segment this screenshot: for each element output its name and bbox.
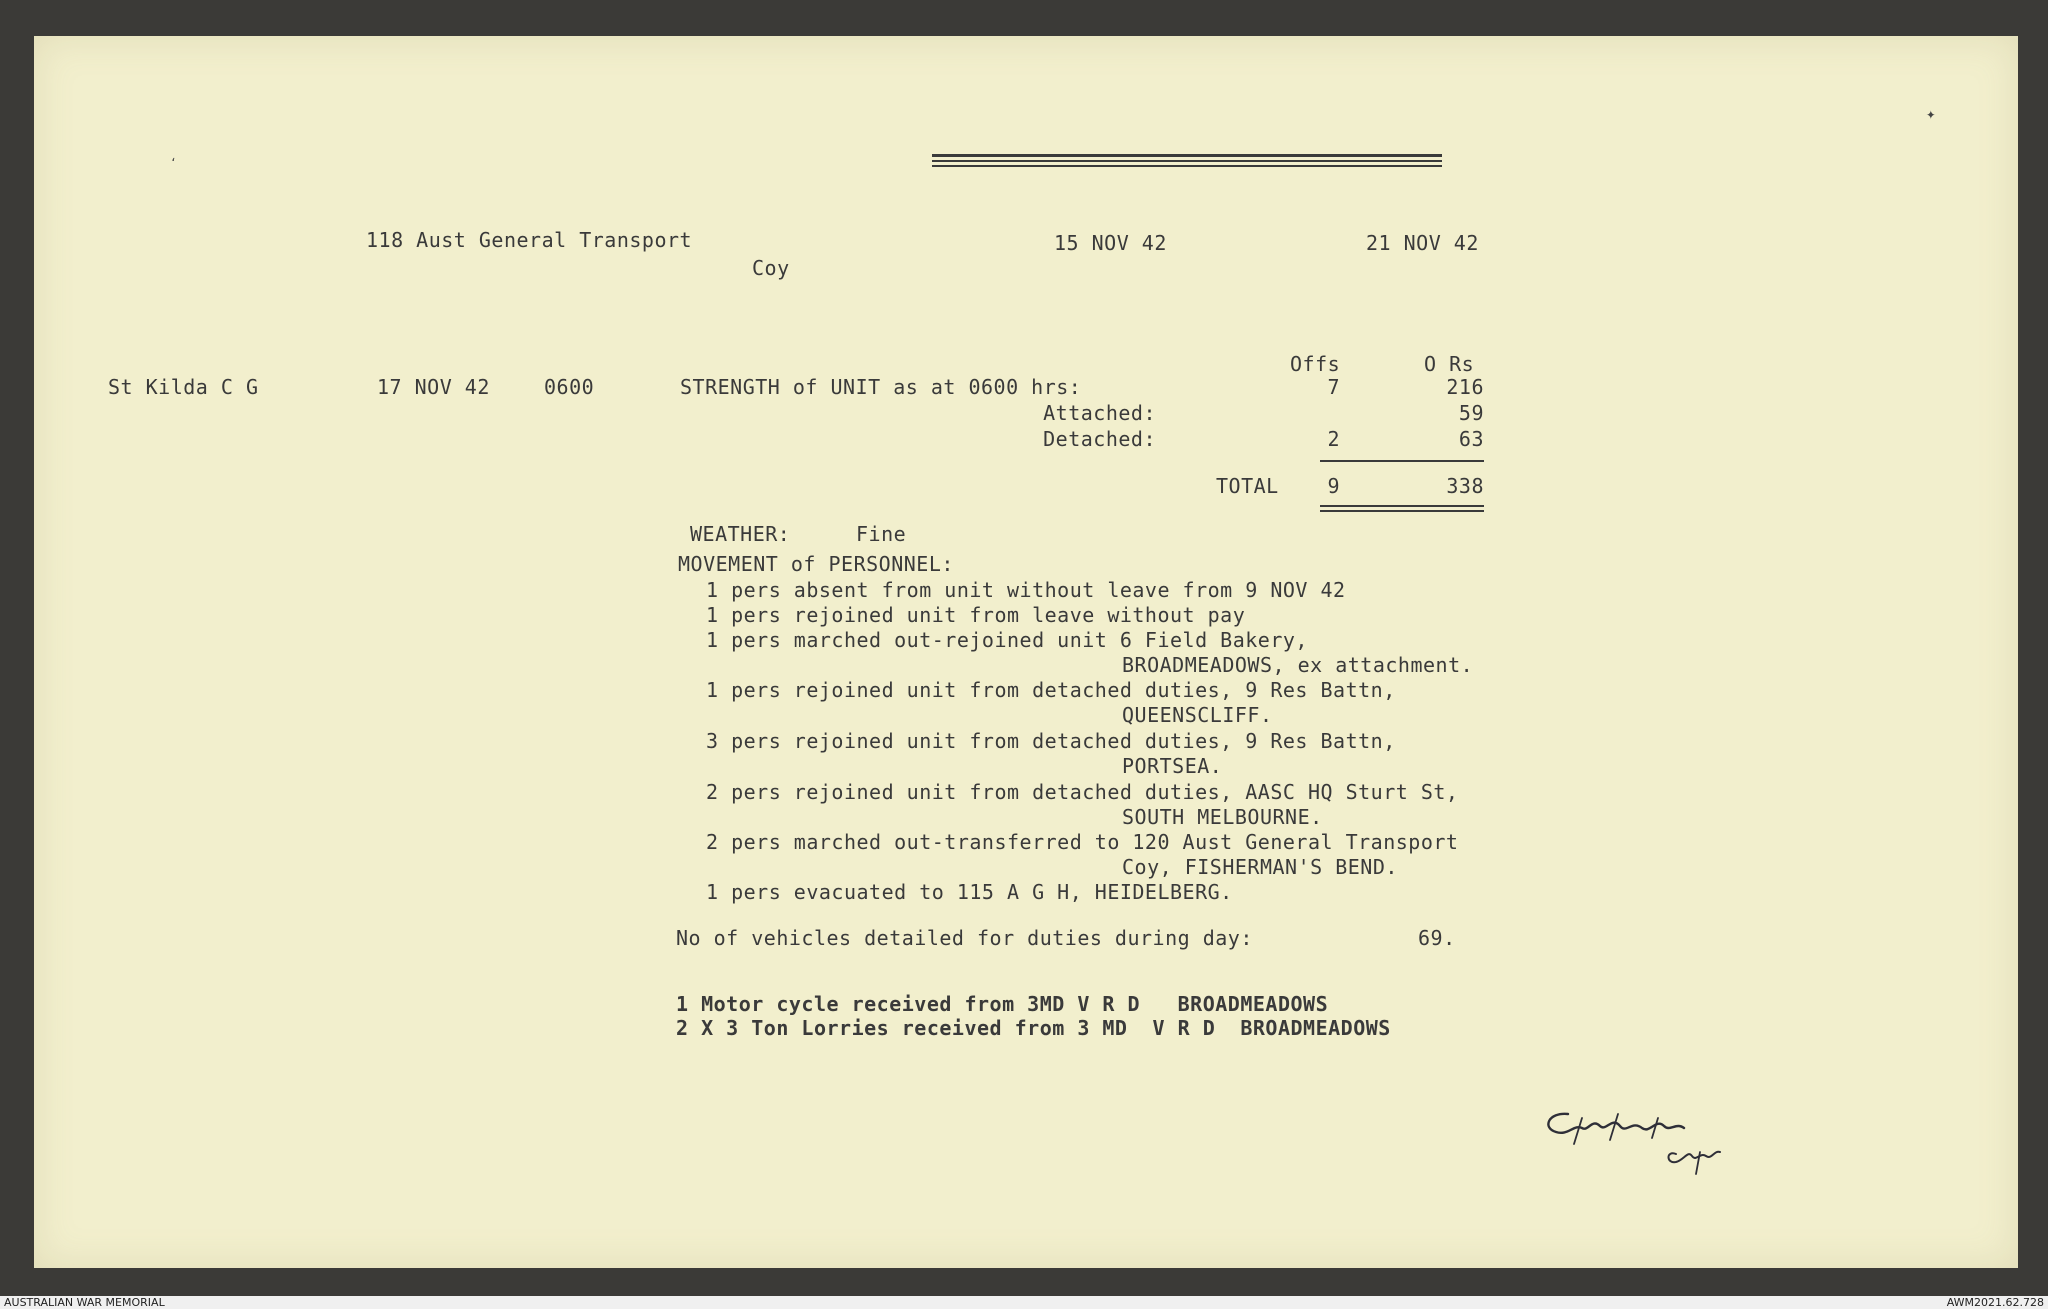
movement-line-cont: Coy, FISHERMAN'S BEND. [1122,855,1398,879]
received-line: 2 X 3 Ton Lorries received from 3 MD V R D BROADMEADOWS [676,1016,1391,1040]
entry-place: St Kilda C G [108,375,259,399]
total-ors: 338 [1446,474,1484,498]
movement-line: 1 pers absent from unit without leave from 9 NOV 42 [706,578,1346,602]
movement-line: 3 pers rejoined unit from detached duties, 9 Res Battn, [706,729,1396,753]
header-rule-2 [932,160,1442,162]
weather-label: WEATHER: [690,522,791,546]
movement-line-cont: BROADMEADOWS, ex attachment. [1122,653,1474,677]
date-to: 21 NOV 42 [1366,231,1479,255]
punch-mark: ✦ [1926,104,1936,123]
header-rule-1 [932,154,1442,157]
weather-value: Fine [856,522,907,546]
vehicles-value: 69. [1418,926,1456,950]
unit-name: 118 Aust General Transport [366,228,693,252]
movement-line-cont: QUEENSCLIFF. [1122,703,1273,727]
total-offs: 9 [1327,474,1340,498]
ink-speck: ʻ [170,156,177,169]
col-ors-header: O Rs [1424,352,1475,376]
detached-label: Detached: [1043,427,1156,451]
total-label: TOTAL [1216,474,1279,498]
movement-line: 2 pers marched out-transferred to 120 Aust General Transport [706,830,1459,854]
total-double-rule-2 [1320,510,1484,512]
signature [1538,1104,1778,1184]
detached-offs: 2 [1327,427,1340,451]
strength-label: STRENGTH of UNIT as at 0600 hrs: [680,375,1082,399]
movement-line-cont: SOUTH MELBOURNE. [1122,805,1323,829]
entry-time: 0600 [544,375,595,399]
archive-footer [0,1296,2048,1309]
movement-line: 2 pers rejoined unit from detached duties, AASC HQ Sturt St, [706,780,1459,804]
movement-heading: MOVEMENT of PERSONNEL: [678,552,954,576]
total-rule [1320,460,1484,462]
movement-line-cont: PORTSEA. [1122,754,1223,778]
col-offs-header: Offs [1290,352,1341,376]
movement-line: 1 pers rejoined unit from leave without pay [706,603,1246,627]
footer-left: AUSTRALIAN WAR MEMORIAL [4,1296,165,1309]
detached-ors: 63 [1458,427,1484,451]
strength-offs: 7 [1327,375,1340,399]
footer-right: AWM2021.62.728 [1946,1296,2044,1309]
entry-date: 17 NOV 42 [377,375,490,399]
movement-line: 1 pers evacuated to 115 A G H, HEIDELBERG. [706,880,1233,904]
received-line: 1 Motor cycle received from 3MD V R D BROADMEADOWS [676,992,1329,1016]
strength-ors: 216 [1446,375,1484,399]
header-rule-3 [932,165,1442,167]
total-double-rule-1 [1320,505,1484,507]
attached-ors: 59 [1458,401,1484,425]
movement-line: 1 pers marched out-rejoined unit 6 Field Bakery, [706,628,1308,652]
attached-label: Attached: [1043,401,1156,425]
movement-line: 1 pers rejoined unit from detached duties, 9 Res Battn, [706,678,1396,702]
vehicles-label: No of vehicles detailed for duties during day: [676,926,1253,950]
document-page [34,36,2018,1268]
date-from: 15 NOV 42 [1054,231,1167,255]
unit-name-cont: Coy [752,256,790,280]
